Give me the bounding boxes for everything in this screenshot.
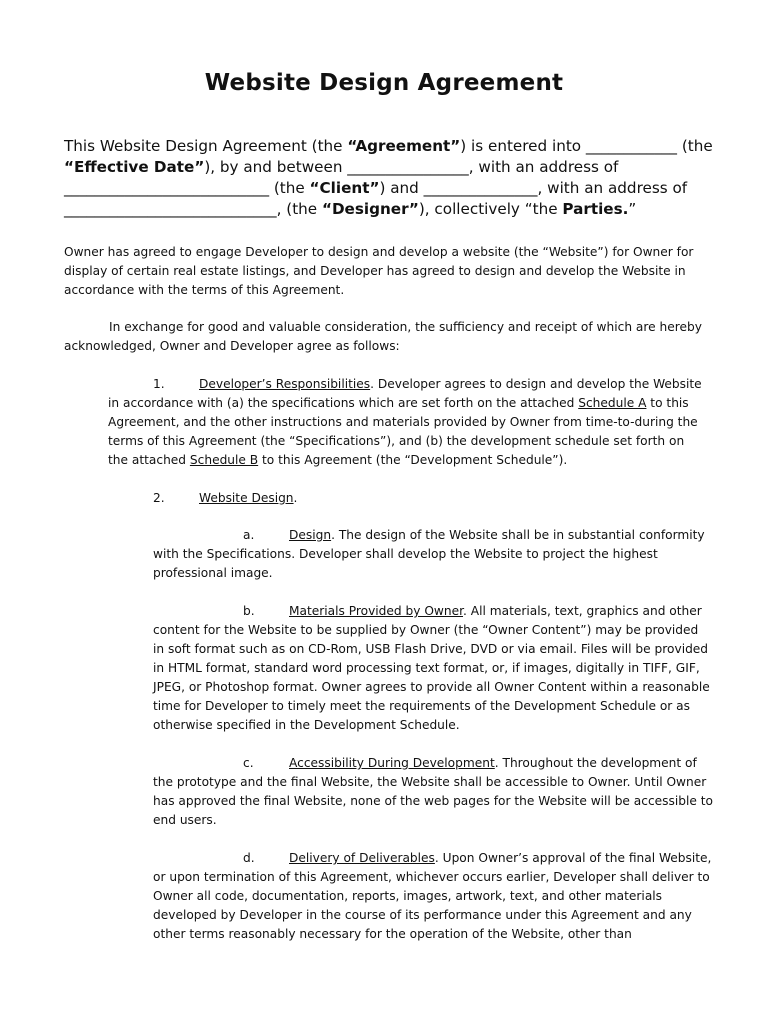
section-1-text-3: to this Agreement (the “Development Schedule”). — [258, 453, 568, 467]
schedule-a-ref: Schedule A — [578, 396, 647, 410]
agreement-term: “Agreement” — [347, 137, 461, 155]
subsection-d-letter: d. — [243, 851, 255, 865]
section-2-number: 2. — [153, 491, 165, 505]
intro-paragraph — [64, 136, 714, 220]
section-1-text-1: . Developer agrees to design and develop the Website in accordance with (a) the specifications which are set forth on the attached — [108, 377, 702, 410]
subsection-b-text: . All materials, text, graphics and other content for the Website to be supplied by Owner (the “Owner Content”) may be provided in soft format such as on CD-Rom, USB Flash Drive, DVD or via email. Files will be provided in HTML format, standard word processing text format, or, if images, digitally in TIFF, GIF, JPEG, or Photoshop format. Owner agrees to provide all Owner Content within a reasonable time for Developer to timely meet the requirements of the Development Schedule or as otherwise specified in the Development Schedule. — [153, 604, 710, 732]
exchange-text: In exchange for good and valuable consideration, the sufficiency and receipt of which are hereby acknowledged, Owner and Developer agree as follows: — [64, 320, 702, 353]
subsection-a — [153, 526, 713, 583]
subsection-d-heading: Delivery of Deliverables — [289, 851, 435, 865]
subsection-b-heading: Materials Provided by Owner — [289, 604, 464, 618]
section-1-number: 1. — [153, 377, 165, 391]
subsection-d — [153, 849, 713, 944]
intro-text-1: This Website Design Agreement (the — [64, 137, 348, 155]
section-1-text-2: to this Agreement, and the other instructions and materials provided by Owner from time-to-during the terms of this Agreement (the “Specifications”), and (b) the development schedule set forth on the attached — [108, 396, 698, 467]
intro-text-5: ), collectively “the — [418, 200, 563, 218]
designer-term: “Designer” — [321, 200, 419, 218]
subsection-a-letter: a. — [243, 528, 255, 542]
subsection-c-letter: c. — [243, 756, 254, 770]
section-2-heading: Website Design — [199, 491, 294, 505]
subsection-c-heading: Accessibility During Development — [289, 756, 495, 770]
document-title: Website Design Agreement — [204, 70, 564, 96]
subsection-d-text: . Upon Owner’s approval of the final Website, or upon termination of this Agreement, whichever occurs earlier, Developer shall deliver to Owner all code, documentation, reports, images, artwork, text, and other materials developed by Developer in the course of its performance under this Agreement and any other terms reasonably necessary for the operation of the Website, other than — [153, 851, 712, 941]
parties-term: Parties. — [562, 200, 629, 218]
section-1 — [108, 375, 708, 470]
owner-paragraph: Owner has agreed to engage Developer to design and develop a website (the “Website”) for Owner for display of certain real estate listings, and Developer has agreed to design and develop the Website in accordance with the terms of this Agreement. — [64, 245, 694, 297]
exchange-paragraph — [64, 318, 724, 356]
intro-text-3: ), by and between ________________, with an address of ___________________________ (the — [64, 158, 619, 197]
intro-text-4: ) and _______________, with an address of ____________________________, (the — [64, 179, 688, 218]
client-term: “Client” — [309, 179, 380, 197]
subsection-c-text: . Throughout the development of the prototype and the final Website, the Website shall be accessible to Owner. Until Owner has approved the final Website, none of the web pages for the Website will be accessible to end users. — [153, 756, 713, 827]
section-1-heading: Developer’s Responsibilities — [199, 377, 371, 391]
schedule-b-ref: Schedule B — [189, 453, 259, 467]
subsection-a-heading: Design — [289, 528, 332, 542]
subsection-b-letter: b. — [243, 604, 255, 618]
effective-date-term: “Effective Date” — [64, 158, 205, 176]
intro-text-6: ” — [628, 200, 637, 218]
subsection-c — [153, 754, 713, 830]
section-2-period: . — [293, 491, 298, 505]
subsection-b — [153, 602, 713, 735]
section-2 — [108, 489, 708, 508]
subsection-a-text: . The design of the Website shall be in substantial conformity with the Specifications. Developer shall develop the Website to project the highest professional image. — [153, 528, 705, 580]
intro-text-2: ) is entered into ____________ (the — [460, 137, 713, 155]
